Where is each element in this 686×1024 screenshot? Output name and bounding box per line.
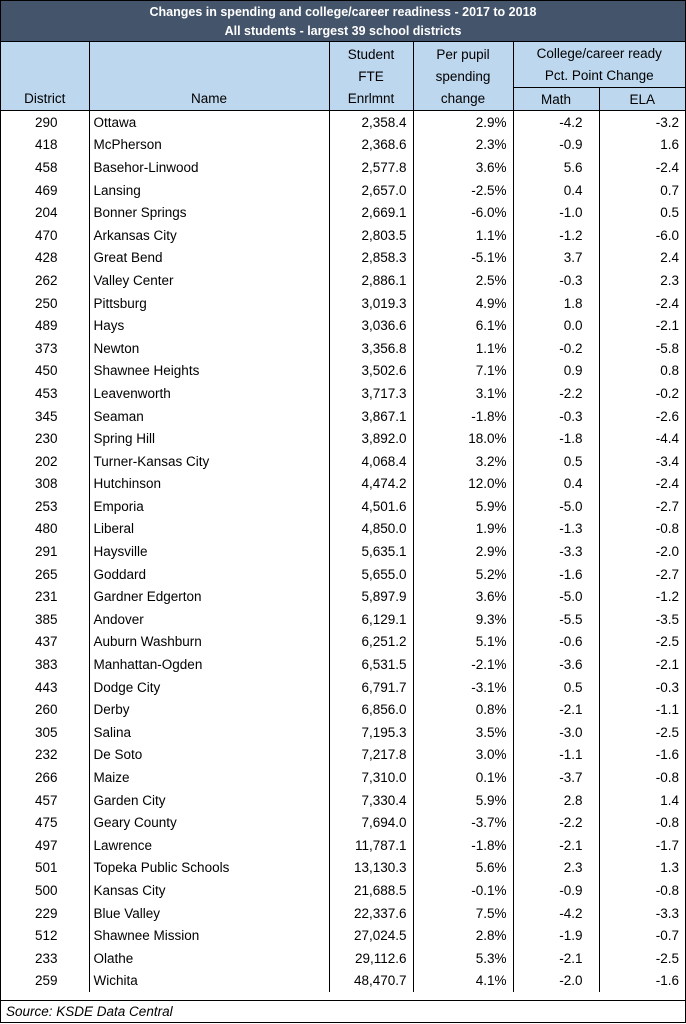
header-district-label: District — [24, 91, 66, 106]
name-cell: Topeka Public Schools — [89, 857, 329, 880]
district-cell: 475 — [1, 811, 89, 834]
fte-cell: 2,368.6 — [329, 134, 413, 157]
name-cell: Salina — [89, 721, 329, 744]
ela-cell: 1.4 — [660, 792, 680, 808]
table-row — [1, 744, 685, 767]
math-cell: -2.1 — [513, 947, 599, 970]
name-cell: Shawnee Heights — [89, 360, 329, 383]
math-cell: -5.0 — [513, 495, 599, 518]
name-cell: Lawrence — [89, 834, 329, 857]
fte-cell: 7,195.3 — [329, 721, 413, 744]
fte-cell: 2,669.1 — [329, 201, 413, 224]
ela-cell: -2.5 — [655, 634, 680, 650]
table-row — [1, 631, 685, 654]
ela-cell: -2.1 — [655, 318, 680, 334]
ela-cell: -2.0 — [655, 544, 680, 560]
name-cell: Manhattan-Ogden — [89, 653, 329, 676]
fte-cell: 3,356.8 — [329, 337, 413, 360]
title-band — [1, 1, 685, 42]
spending-cell: 9.3% — [413, 608, 513, 631]
name-cell: Pittsburg — [89, 292, 329, 315]
spending-cell: 2.9% — [413, 111, 513, 134]
ela-cell: -1.7 — [655, 837, 680, 853]
spending-cell: 3.6% — [413, 585, 513, 608]
district-cell: 437 — [1, 631, 89, 654]
fte-cell: 48,470.7 — [329, 970, 413, 993]
fte-cell: 4,850.0 — [329, 518, 413, 541]
math-cell: -0.2 — [513, 337, 599, 360]
ela-cell: 1.3 — [660, 860, 680, 876]
table-row — [1, 224, 685, 247]
table-row — [1, 698, 685, 721]
table-row — [1, 608, 685, 631]
name-cell: Arkansas City — [89, 224, 329, 247]
fte-cell: 4,474.2 — [329, 473, 413, 496]
name-cell: Geary County — [89, 811, 329, 834]
name-cell: McPherson — [89, 134, 329, 157]
table-row — [1, 111, 685, 134]
spending-cell: 18.0% — [413, 427, 513, 450]
district-cell: 418 — [1, 134, 89, 157]
table-row — [1, 879, 685, 902]
table-title: Changes in spending and college/career readiness - 2017 to 2018 — [149, 5, 537, 19]
fte-cell: 6,129.1 — [329, 608, 413, 631]
name-cell: Kansas City — [89, 879, 329, 902]
table-row — [1, 360, 685, 383]
ela-cell: -3.2 — [655, 114, 680, 130]
district-cell: 450 — [1, 360, 89, 383]
spending-cell: 5.9% — [413, 789, 513, 812]
spending-cell: -3.1% — [413, 676, 513, 699]
spending-cell: 5.9% — [413, 495, 513, 518]
table-row — [1, 382, 685, 405]
table-row — [1, 970, 685, 993]
fte-cell: 3,892.0 — [329, 427, 413, 450]
ela-cell: -0.2 — [655, 385, 680, 401]
table-subtitle: All students - largest 39 school districts — [224, 24, 462, 38]
table-row — [1, 269, 685, 292]
district-cell: 250 — [1, 292, 89, 315]
ela-cell: -2.4 — [655, 159, 680, 175]
spending-cell: -1.8% — [413, 405, 513, 428]
table-row — [1, 653, 685, 676]
ela-cell: -5.8 — [655, 340, 680, 356]
math-cell: 0.5 — [513, 676, 599, 699]
fte-cell: 7,217.8 — [329, 744, 413, 767]
ela-cell: -2.5 — [655, 950, 680, 966]
name-cell: Blue Valley — [89, 902, 329, 925]
table-row — [1, 811, 685, 834]
table-row — [1, 179, 685, 202]
ela-cell: -3.3 — [655, 905, 680, 921]
district-cell: 305 — [1, 721, 89, 744]
table-row — [1, 721, 685, 744]
name-cell: Garden City — [89, 789, 329, 812]
math-cell: -0.3 — [513, 269, 599, 292]
fte-cell: 6,791.7 — [329, 676, 413, 699]
fte-cell: 11,787.1 — [329, 834, 413, 857]
ela-cell: -2.4 — [655, 476, 680, 492]
name-cell: Leavenworth — [89, 382, 329, 405]
fte-cell: 5,635.1 — [329, 540, 413, 563]
table-row — [1, 495, 685, 518]
math-cell: -0.9 — [513, 879, 599, 902]
math-cell: -1.6 — [513, 563, 599, 586]
name-cell: Olathe — [89, 947, 329, 970]
header-spending-line2: spending — [435, 69, 491, 84]
district-cell: 489 — [1, 314, 89, 337]
table-row — [1, 134, 685, 157]
ela-cell: 2.3 — [660, 272, 680, 288]
spending-cell: -3.7% — [413, 811, 513, 834]
table-row — [1, 766, 685, 789]
spending-cell: 3.0% — [413, 744, 513, 767]
fte-cell: 3,019.3 — [329, 292, 413, 315]
spending-cell: -5.1% — [413, 247, 513, 270]
name-cell: Andover — [89, 608, 329, 631]
header-name-label: Name — [190, 91, 227, 106]
math-cell: -1.9 — [513, 924, 599, 947]
name-cell: Maize — [89, 766, 329, 789]
district-cell: 457 — [1, 789, 89, 812]
math-cell: 0.0 — [513, 314, 599, 337]
name-cell: Liberal — [89, 518, 329, 541]
name-cell: Ottawa — [89, 111, 329, 134]
district-cell: 512 — [1, 924, 89, 947]
district-cell: 253 — [1, 495, 89, 518]
ela-cell: -1.6 — [655, 747, 680, 763]
district-cell: 230 — [1, 427, 89, 450]
math-cell: -3.0 — [513, 721, 599, 744]
spending-cell: 1.9% — [413, 518, 513, 541]
table-row — [1, 314, 685, 337]
table-row — [1, 473, 685, 496]
spending-cell: 3.6% — [413, 156, 513, 179]
header-name — [89, 42, 329, 111]
math-cell: -0.3 — [513, 405, 599, 428]
header-ccr-line1: College/career ready — [536, 45, 662, 61]
ela-cell: 0.8 — [660, 363, 680, 379]
district-cell: 383 — [1, 653, 89, 676]
fte-cell: 27,024.5 — [329, 924, 413, 947]
district-cell: 470 — [1, 224, 89, 247]
ela-cell: -2.7 — [655, 498, 680, 514]
district-cell: 229 — [1, 902, 89, 925]
table-body — [1, 111, 685, 993]
fte-cell: 3,502.6 — [329, 360, 413, 383]
district-cell: 385 — [1, 608, 89, 631]
table-row — [1, 427, 685, 450]
fte-cell: 4,501.6 — [329, 495, 413, 518]
math-cell: -1.3 — [513, 518, 599, 541]
ela-cell: -0.8 — [655, 521, 680, 537]
table-row — [1, 156, 685, 179]
name-cell: Spring Hill — [89, 427, 329, 450]
district-cell: 259 — [1, 970, 89, 993]
name-cell: Goddard — [89, 563, 329, 586]
spending-cell: 2.3% — [413, 134, 513, 157]
ela-cell: -3.5 — [655, 611, 680, 627]
math-cell: -5.0 — [513, 585, 599, 608]
ela-cell: -1.6 — [655, 973, 680, 989]
district-cell: 443 — [1, 676, 89, 699]
ela-cell: -2.4 — [655, 295, 680, 311]
district-cell: 231 — [1, 585, 89, 608]
spending-cell: 7.5% — [413, 902, 513, 925]
math-cell: 0.4 — [513, 179, 599, 202]
name-cell: Emporia — [89, 495, 329, 518]
name-cell: Newton — [89, 337, 329, 360]
math-cell: -1.0 — [513, 201, 599, 224]
math-cell: -1.2 — [513, 224, 599, 247]
fte-cell: 2,657.0 — [329, 179, 413, 202]
fte-cell: 3,867.1 — [329, 405, 413, 428]
table-row — [1, 676, 685, 699]
header-spending — [413, 42, 513, 111]
fte-cell: 29,112.6 — [329, 947, 413, 970]
ela-cell: -0.8 — [655, 882, 680, 898]
header-fte-line3: Enrlmnt — [347, 91, 395, 106]
header-fte — [329, 42, 413, 111]
header-spending-line1: Per pupil — [436, 47, 490, 62]
spending-cell: -0.1% — [413, 879, 513, 902]
ela-cell: -0.7 — [655, 928, 680, 944]
math-cell: 3.7 — [513, 247, 599, 270]
math-cell: -3.3 — [513, 540, 599, 563]
table-row — [1, 247, 685, 270]
header-fte-line2: FTE — [358, 69, 384, 84]
fte-cell: 5,655.0 — [329, 563, 413, 586]
spending-cell: 2.5% — [413, 269, 513, 292]
spending-cell: 5.6% — [413, 857, 513, 880]
fte-cell: 7,310.0 — [329, 766, 413, 789]
district-cell: 500 — [1, 879, 89, 902]
fte-cell: 22,337.6 — [329, 902, 413, 925]
district-cell: 291 — [1, 540, 89, 563]
table-row — [1, 924, 685, 947]
table-header — [1, 42, 685, 111]
fte-cell: 2,577.8 — [329, 156, 413, 179]
name-cell: Gardner Edgerton — [89, 585, 329, 608]
fte-cell: 3,717.3 — [329, 382, 413, 405]
spending-cell: -1.8% — [413, 834, 513, 857]
spending-cell: 4.1% — [413, 970, 513, 993]
ela-cell: 0.5 — [660, 205, 680, 221]
district-cell: 202 — [1, 450, 89, 473]
fte-cell: 7,694.0 — [329, 811, 413, 834]
ela-cell: 2.4 — [660, 250, 680, 266]
name-cell: Hays — [89, 314, 329, 337]
spending-cell: 1.1% — [413, 337, 513, 360]
header-ela-label: ELA — [629, 92, 656, 107]
table-row — [1, 292, 685, 315]
fte-cell: 3,036.6 — [329, 314, 413, 337]
table-row — [1, 789, 685, 812]
ela-cell: -0.8 — [655, 770, 680, 786]
name-cell: Shawnee Mission — [89, 924, 329, 947]
header-ela — [599, 87, 685, 110]
fte-cell: 21,688.5 — [329, 879, 413, 902]
fte-cell: 2,803.5 — [329, 224, 413, 247]
math-cell: 0.5 — [513, 450, 599, 473]
source-note: Source: KSDE Data Central — [1, 1000, 685, 1022]
math-cell: 2.3 — [513, 857, 599, 880]
table-row — [1, 518, 685, 541]
table-row — [1, 450, 685, 473]
district-cell: 497 — [1, 834, 89, 857]
district-cell: 458 — [1, 156, 89, 179]
name-cell: Hutchinson — [89, 473, 329, 496]
math-cell: -1.8 — [513, 427, 599, 450]
district-cell: 262 — [1, 269, 89, 292]
name-cell: Basehor-Linwood — [89, 156, 329, 179]
ela-cell: -1.1 — [655, 702, 680, 718]
district-cell: 233 — [1, 947, 89, 970]
fte-cell: 4,068.4 — [329, 450, 413, 473]
math-cell: 0.4 — [513, 473, 599, 496]
ela-cell: -0.3 — [655, 679, 680, 695]
spending-cell: 2.8% — [413, 924, 513, 947]
district-cell: 453 — [1, 382, 89, 405]
name-cell: Turner-Kansas City — [89, 450, 329, 473]
table-row — [1, 201, 685, 224]
name-cell: Auburn Washburn — [89, 631, 329, 654]
spending-cell: 4.9% — [413, 292, 513, 315]
district-cell: 469 — [1, 179, 89, 202]
name-cell: Lansing — [89, 179, 329, 202]
spending-cell: 7.1% — [413, 360, 513, 383]
spending-cell: 2.9% — [413, 540, 513, 563]
district-cell: 501 — [1, 857, 89, 880]
spending-cell: -2.5% — [413, 179, 513, 202]
header-spending-line3: change — [440, 91, 486, 106]
spending-cell: 0.8% — [413, 698, 513, 721]
ela-cell: -3.4 — [655, 453, 680, 469]
header-fte-line1: Student — [347, 47, 395, 62]
fte-cell: 6,251.2 — [329, 631, 413, 654]
table-row — [1, 947, 685, 970]
spending-cell: 5.3% — [413, 947, 513, 970]
header-ccr — [513, 42, 685, 87]
ela-cell: -2.5 — [655, 724, 680, 740]
table-row — [1, 902, 685, 925]
district-cell: 480 — [1, 518, 89, 541]
math-cell: 0.9 — [513, 360, 599, 383]
name-cell: Seaman — [89, 405, 329, 428]
table-row — [1, 337, 685, 360]
math-cell: -2.2 — [513, 811, 599, 834]
district-cell: 345 — [1, 405, 89, 428]
math-cell: 5.6 — [513, 156, 599, 179]
spending-cell: 0.1% — [413, 766, 513, 789]
fte-cell: 2,886.1 — [329, 269, 413, 292]
district-cell: 373 — [1, 337, 89, 360]
math-cell: -2.2 — [513, 382, 599, 405]
math-cell: -1.1 — [513, 744, 599, 767]
ela-cell: -2.1 — [655, 657, 680, 673]
fte-cell: 6,856.0 — [329, 698, 413, 721]
table-row — [1, 834, 685, 857]
fte-cell: 7,330.4 — [329, 789, 413, 812]
spending-cell: -2.1% — [413, 653, 513, 676]
spending-cell: 12.0% — [413, 473, 513, 496]
name-cell: Wichita — [89, 970, 329, 993]
math-cell: 1.8 — [513, 292, 599, 315]
math-cell: -3.6 — [513, 653, 599, 676]
math-cell: -0.6 — [513, 631, 599, 654]
spending-cell: 6.1% — [413, 314, 513, 337]
ela-cell: -4.4 — [655, 431, 680, 447]
district-cell: 265 — [1, 563, 89, 586]
ela-cell: -2.6 — [655, 408, 680, 424]
math-cell: -2.0 — [513, 970, 599, 993]
spending-cell: 3.1% — [413, 382, 513, 405]
spending-cell: 5.1% — [413, 631, 513, 654]
district-cell: 290 — [1, 111, 89, 134]
header-district — [1, 42, 89, 111]
header-math-label: Math — [540, 92, 571, 107]
district-cell: 266 — [1, 766, 89, 789]
name-cell: Derby — [89, 698, 329, 721]
math-cell: -2.1 — [513, 698, 599, 721]
ela-cell: -0.8 — [655, 815, 680, 831]
name-cell: Great Bend — [89, 247, 329, 270]
district-cell: 260 — [1, 698, 89, 721]
name-cell: Dodge City — [89, 676, 329, 699]
table-row — [1, 857, 685, 880]
fte-cell: 5,897.9 — [329, 585, 413, 608]
spending-cell: 1.1% — [413, 224, 513, 247]
ela-cell: -1.2 — [655, 589, 680, 605]
table-row — [1, 405, 685, 428]
math-cell: -4.2 — [513, 902, 599, 925]
math-cell: -5.5 — [513, 608, 599, 631]
fte-cell: 2,358.4 — [329, 111, 413, 134]
district-cell: 204 — [1, 201, 89, 224]
ela-cell: -6.0 — [655, 227, 680, 243]
math-cell: 2.8 — [513, 789, 599, 812]
ela-cell: 0.7 — [660, 182, 680, 198]
spending-cell: -6.0% — [413, 201, 513, 224]
fte-cell: 2,858.3 — [329, 247, 413, 270]
spending-cell: 5.2% — [413, 563, 513, 586]
district-cell: 232 — [1, 744, 89, 767]
name-cell: Bonner Springs — [89, 201, 329, 224]
table-row — [1, 585, 685, 608]
name-cell: Valley Center — [89, 269, 329, 292]
district-cell: 428 — [1, 247, 89, 270]
name-cell: De Soto — [89, 744, 329, 767]
table-row — [1, 540, 685, 563]
math-cell: -4.2 — [513, 111, 599, 134]
fte-cell: 13,130.3 — [329, 857, 413, 880]
fte-cell: 6,531.5 — [329, 653, 413, 676]
header-math — [513, 87, 599, 110]
math-cell: -2.1 — [513, 834, 599, 857]
districts-table — [1, 42, 685, 992]
district-cell: 308 — [1, 473, 89, 496]
header-ccr-line2: Pct. Point Change — [544, 67, 654, 83]
spending-cell: 3.2% — [413, 450, 513, 473]
math-cell: -0.9 — [513, 134, 599, 157]
ela-cell: -2.7 — [655, 566, 680, 582]
name-cell: Haysville — [89, 540, 329, 563]
spending-cell: 3.5% — [413, 721, 513, 744]
math-cell: -3.7 — [513, 766, 599, 789]
ela-cell: 1.6 — [660, 137, 680, 153]
table-row — [1, 563, 685, 586]
